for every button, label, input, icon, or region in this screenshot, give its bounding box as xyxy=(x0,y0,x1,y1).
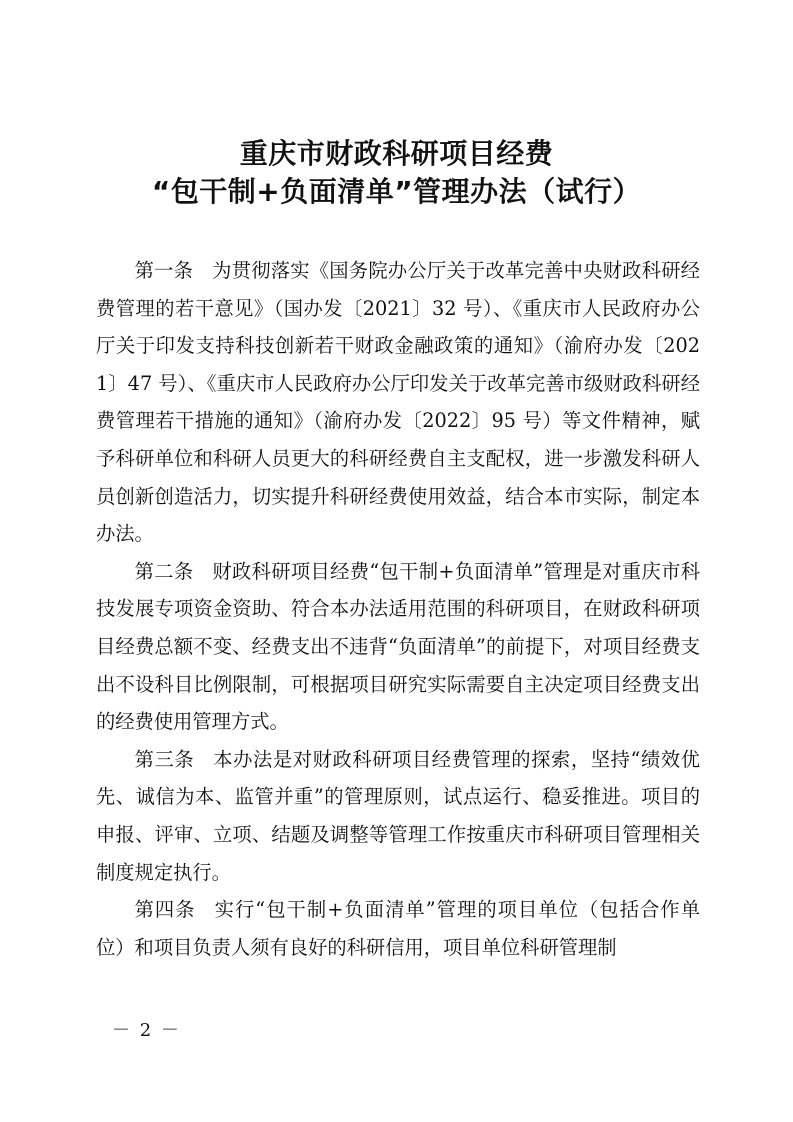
article-text: 实行“包干制+负面清单”管理的项目单位（包括合作单位）和项目负责人须有良好的科研信用，项目单位科研管理制 xyxy=(96,898,700,959)
article-label: 第一条 xyxy=(134,259,194,282)
article-3 xyxy=(96,741,700,891)
article-2 xyxy=(96,553,700,741)
article-label: 第二条 xyxy=(134,559,194,583)
document-title-line-2: “包干制+负面清单”管理办法（试行） xyxy=(151,175,642,208)
article-4 xyxy=(96,891,700,966)
document-body xyxy=(96,252,700,966)
article-text: 财政科研项目经费“包干制+负面清单”管理是对重庆市科技发展专项资金资助、符合本办法适用范围的科研项目，在财政科研项目经费总额不变、经费支出不违背“负面清单”的前提下，对项目经费支出不设科目比例限制，可根据项目研究实际需要自主决定项目经费支出的经费使用管理方式。 xyxy=(96,559,701,734)
article-label: 第三条 xyxy=(134,747,195,771)
page-number: － 2 － xyxy=(112,1020,181,1041)
article-label: 第四条 xyxy=(134,898,196,922)
article-text: 为贯彻落实《国务院办公厅关于改革完善中央财政科研经费管理的若干意见》（国办发〔2021〕32 号）、《重庆市人民政府办公厅关于印发支持科技创新若干财政金融政策的通知》（渝府办发〔2021〕47 号）、《重庆市人民政府办公厅印发关于改革完善市级财政科研经费管理若干措施的通知》（渝府办发〔2022〕95 号）等文件精神，赋予科研单位和科研人员更大的科研经费自主支配权，进一步激发科研人员创新创造活力，切实提升科研经费使用效益，结合本市实际，制定本办法。 xyxy=(96,259,701,546)
article-text: 本办法是对财政科研项目经费管理的探索，坚持“绩效优先、诚信为本、监管并重”的管理原则，试点运行、稳妥推进。项目的申报、评审、立项、结题及调整等管理工作按重庆市科研项目管理相关制度规定执行。 xyxy=(96,747,701,884)
document-title-line-1: 重庆市财政科研项目经费 xyxy=(239,137,554,170)
article-1 xyxy=(96,252,700,553)
